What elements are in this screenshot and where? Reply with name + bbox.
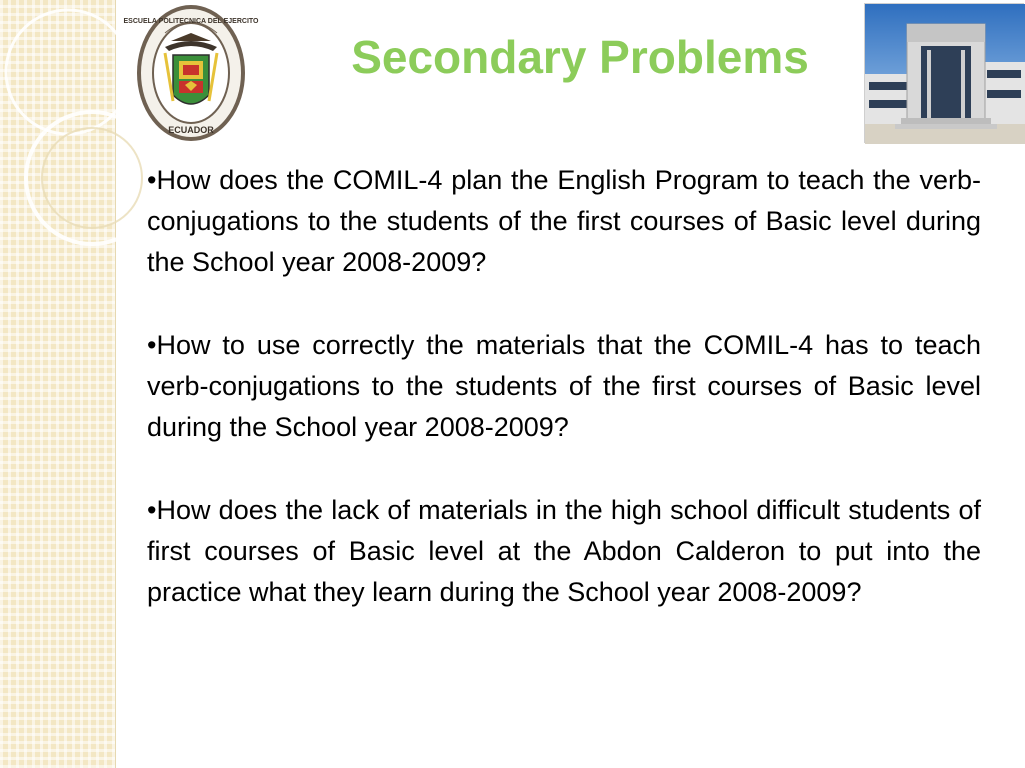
question-item — [147, 160, 981, 283]
questions-list — [147, 160, 981, 655]
school-building-photo — [864, 3, 1024, 143]
question-text: How does the COMIL-4 plan the English Program to teach the verb-conjugations to the students of the first courses of Basic level during the School year 2008-2009? — [147, 165, 981, 277]
question-item — [147, 325, 981, 448]
question-item — [147, 490, 981, 613]
decorative-circles — [0, 0, 115, 768]
question-text: How to use correctly the materials that the COMIL-4 has to teach verb-conjugations to the students of the first courses of Basic level during the School year 2008-2009? — [147, 330, 981, 442]
crest-ring-text-top: ESCUELA POLITECNICA DEL EJERCITO — [123, 18, 259, 25]
bullet-marker: • — [147, 495, 157, 525]
question-text: How does the lack of materials in the high school difficult students of first courses of Basic level at the Abdon Calderon to put into the practice what they learn during the School year 2008-2009? — [147, 495, 981, 607]
decorative-side-band — [0, 0, 116, 768]
slide-title: Secondary Problems — [351, 31, 809, 83]
bullet-marker: • — [147, 330, 157, 360]
institution-crest-icon — [123, 3, 259, 143]
crest-ring-text-bottom: ECUADOR — [168, 125, 214, 135]
bullet-marker: • — [147, 165, 157, 195]
